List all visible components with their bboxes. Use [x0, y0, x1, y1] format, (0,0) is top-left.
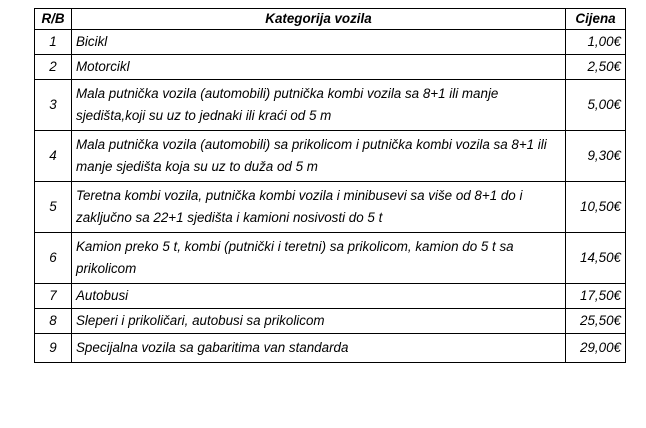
row-number-cell: 6 [35, 233, 72, 284]
category-cell: Bicikl [72, 30, 566, 55]
category-cell: Specijalna vozila sa gabaritima van standarda [72, 334, 566, 363]
price-cell: 29,00€ [566, 334, 626, 363]
table-row [35, 131, 626, 182]
table-body [35, 30, 626, 363]
row-number-cell: 8 [35, 309, 72, 334]
header-category: Kategorija vozila [72, 9, 566, 30]
header-rb: R/B [35, 9, 72, 30]
category-cell: Sleperi i prikoličari, autobusi sa prikolicom [72, 309, 566, 334]
category-cell: Motorcikl [72, 55, 566, 80]
price-cell: 17,50€ [566, 284, 626, 309]
price-cell: 2,50€ [566, 55, 626, 80]
table-row [35, 233, 626, 284]
table-row [35, 334, 626, 363]
table-row [35, 55, 626, 80]
table-row [35, 309, 626, 334]
row-number-cell: 2 [35, 55, 72, 80]
table-header-row [35, 9, 626, 30]
table-row [35, 30, 626, 55]
category-cell: Teretna kombi vozila, putnička kombi vozila i minibusevi sa više od 8+1 do i zaključno sa 22+1 sjedišta i kamioni nosivosti do 5 t [72, 182, 566, 233]
row-number-cell: 3 [35, 80, 72, 131]
price-cell: 10,50€ [566, 182, 626, 233]
price-cell: 1,00€ [566, 30, 626, 55]
category-cell: Mala putnička vozila (automobili) sa prikolicom i putnička kombi vozila sa 8+1 ili manje sjedišta koja su uz to duža od 5 m [72, 131, 566, 182]
table-row [35, 182, 626, 233]
price-cell: 25,50€ [566, 309, 626, 334]
header-price: Cijena [566, 9, 626, 30]
row-number-cell: 7 [35, 284, 72, 309]
row-number-cell: 4 [35, 131, 72, 182]
row-number-cell: 9 [35, 334, 72, 363]
vehicle-price-table [34, 8, 626, 363]
category-cell: Mala putnička vozila (automobili) putnička kombi vozila sa 8+1 ili manje sjedišta,koji su uz to jednaki ili kraći od 5 m [72, 80, 566, 131]
price-cell: 9,30€ [566, 131, 626, 182]
category-cell: Kamion preko 5 t, kombi (putnički i teretni) sa prikolicom, kamion do 5 t sa prikolicom [72, 233, 566, 284]
category-cell: Autobusi [72, 284, 566, 309]
row-number-cell: 5 [35, 182, 72, 233]
price-cell: 5,00€ [566, 80, 626, 131]
price-cell: 14,50€ [566, 233, 626, 284]
table-row [35, 80, 626, 131]
row-number-cell: 1 [35, 30, 72, 55]
table-row [35, 284, 626, 309]
